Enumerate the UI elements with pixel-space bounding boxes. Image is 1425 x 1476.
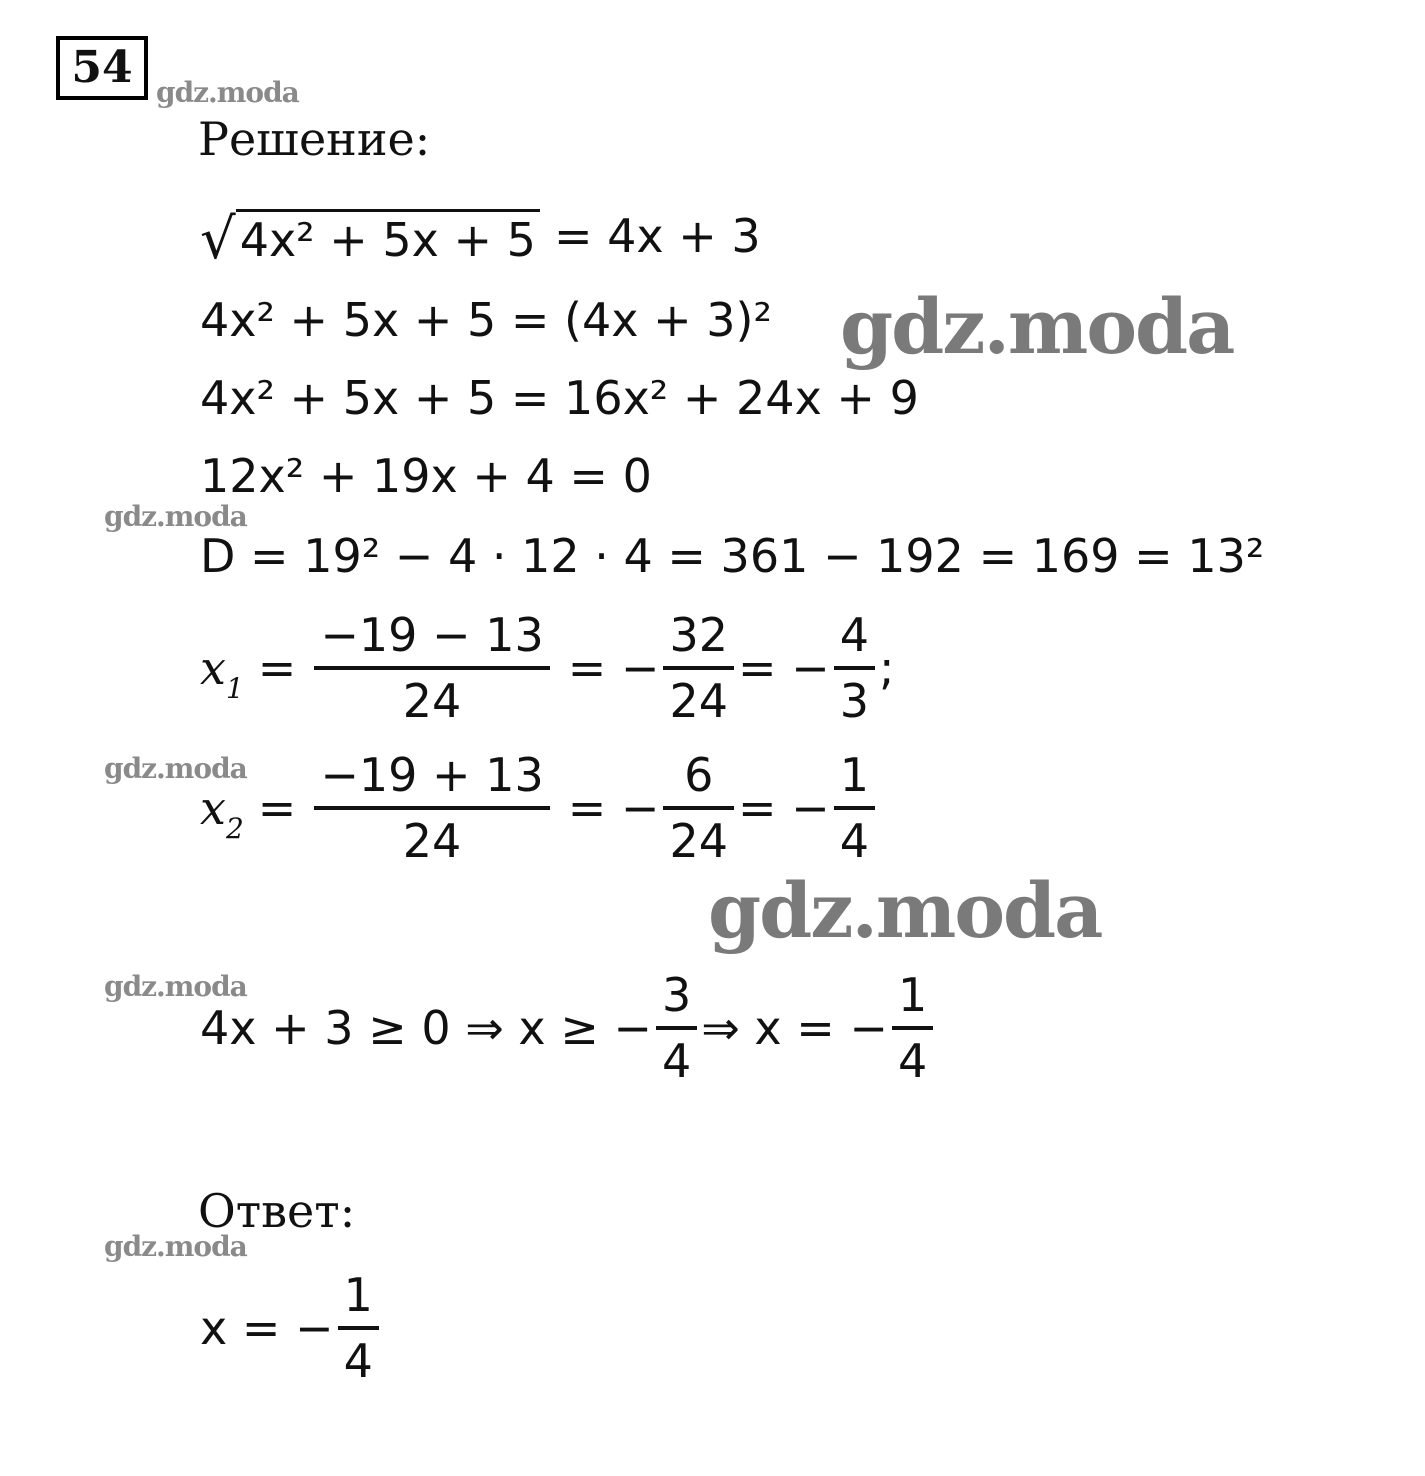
watermark: gdz.moda [104, 970, 247, 1003]
fraction [663, 744, 734, 872]
numerator: 4 [839, 608, 869, 662]
variable-x1: $x_1$ [200, 641, 244, 705]
denominator: 24 [402, 814, 462, 868]
watermark: gdz.moda [840, 282, 1234, 371]
watermark: gdz.moda [104, 500, 247, 533]
condition-mid: ⇒ x = − [701, 1001, 888, 1055]
fraction [892, 964, 933, 1092]
fraction [663, 604, 734, 732]
denominator: 4 [897, 1034, 928, 1088]
denominator: 4 [343, 1334, 373, 1388]
fraction [834, 604, 875, 732]
denominator: 24 [402, 674, 462, 728]
numerator: 6 [684, 748, 714, 802]
equation-rhs: = 4x + 3 [553, 209, 761, 263]
radical-sign: √ [200, 207, 236, 272]
equation-text: 4x² + 5x + 5 = (4x + 3)² [200, 293, 772, 347]
equation-squared [200, 290, 772, 350]
variable-x2: $x_2$ [200, 781, 244, 845]
denominator: 3 [839, 674, 869, 728]
numerator: 1 [343, 1268, 373, 1322]
numerator: 32 [669, 608, 728, 662]
numerator: −19 + 13 [320, 748, 544, 802]
answer-heading: Ответ: [198, 1184, 356, 1238]
problem-number: 54 [56, 36, 148, 100]
equation-text: 12x² + 19x + 4 = 0 [200, 449, 652, 503]
fraction [656, 964, 697, 1092]
equation-text: 4x² + 5x + 5 = 16x² + 24x + 9 [200, 371, 919, 425]
answer-lhs: x = − [200, 1301, 334, 1355]
equation-sqrt [200, 206, 761, 272]
equation-quadratic [200, 446, 652, 506]
fraction [314, 604, 549, 732]
sqrt-expression [200, 206, 540, 272]
equation-discriminant [200, 526, 1264, 586]
solution-heading: Решение: [198, 112, 431, 166]
root-x2: $x_2$ = $\frac{-19 + 13}{24}$ = − $\frac{6}{24}$ = − $\frac{1}{4}$ [200, 744, 879, 872]
watermark: gdz.moda [104, 752, 247, 785]
fraction [834, 744, 875, 872]
watermark: gdz.moda [708, 866, 1102, 955]
numerator: 1 [839, 748, 869, 802]
denominator: 24 [669, 814, 728, 868]
fraction [338, 1264, 379, 1392]
watermark: gdz.moda [104, 1230, 247, 1263]
numerator: 1 [897, 968, 928, 1022]
answer-equation [200, 1264, 383, 1392]
radicand: 4x² + 5x + 5 [236, 209, 540, 266]
condition-lhs: 4x + 3 ≥ 0 ⇒ x ≥ − [200, 1001, 652, 1055]
equation-expanded [200, 368, 919, 428]
equation-text: D = 19² − 4 · 12 · 4 = 361 − 192 = 169 = 13² [200, 529, 1265, 583]
numerator: −19 − 13 [320, 608, 544, 662]
denominator: 4 [839, 814, 869, 868]
fraction [314, 744, 549, 872]
watermark: gdz.moda [156, 76, 299, 109]
denominator: 4 [661, 1034, 692, 1088]
domain-condition [200, 964, 937, 1092]
denominator: 24 [669, 674, 728, 728]
root-x1: $x_1$ = $\frac{-19 - 13}{24}$ = − $\frac{32}{24}$ = − $\frac{4}{3}$ ; [200, 604, 895, 732]
numerator: 3 [661, 968, 692, 1022]
